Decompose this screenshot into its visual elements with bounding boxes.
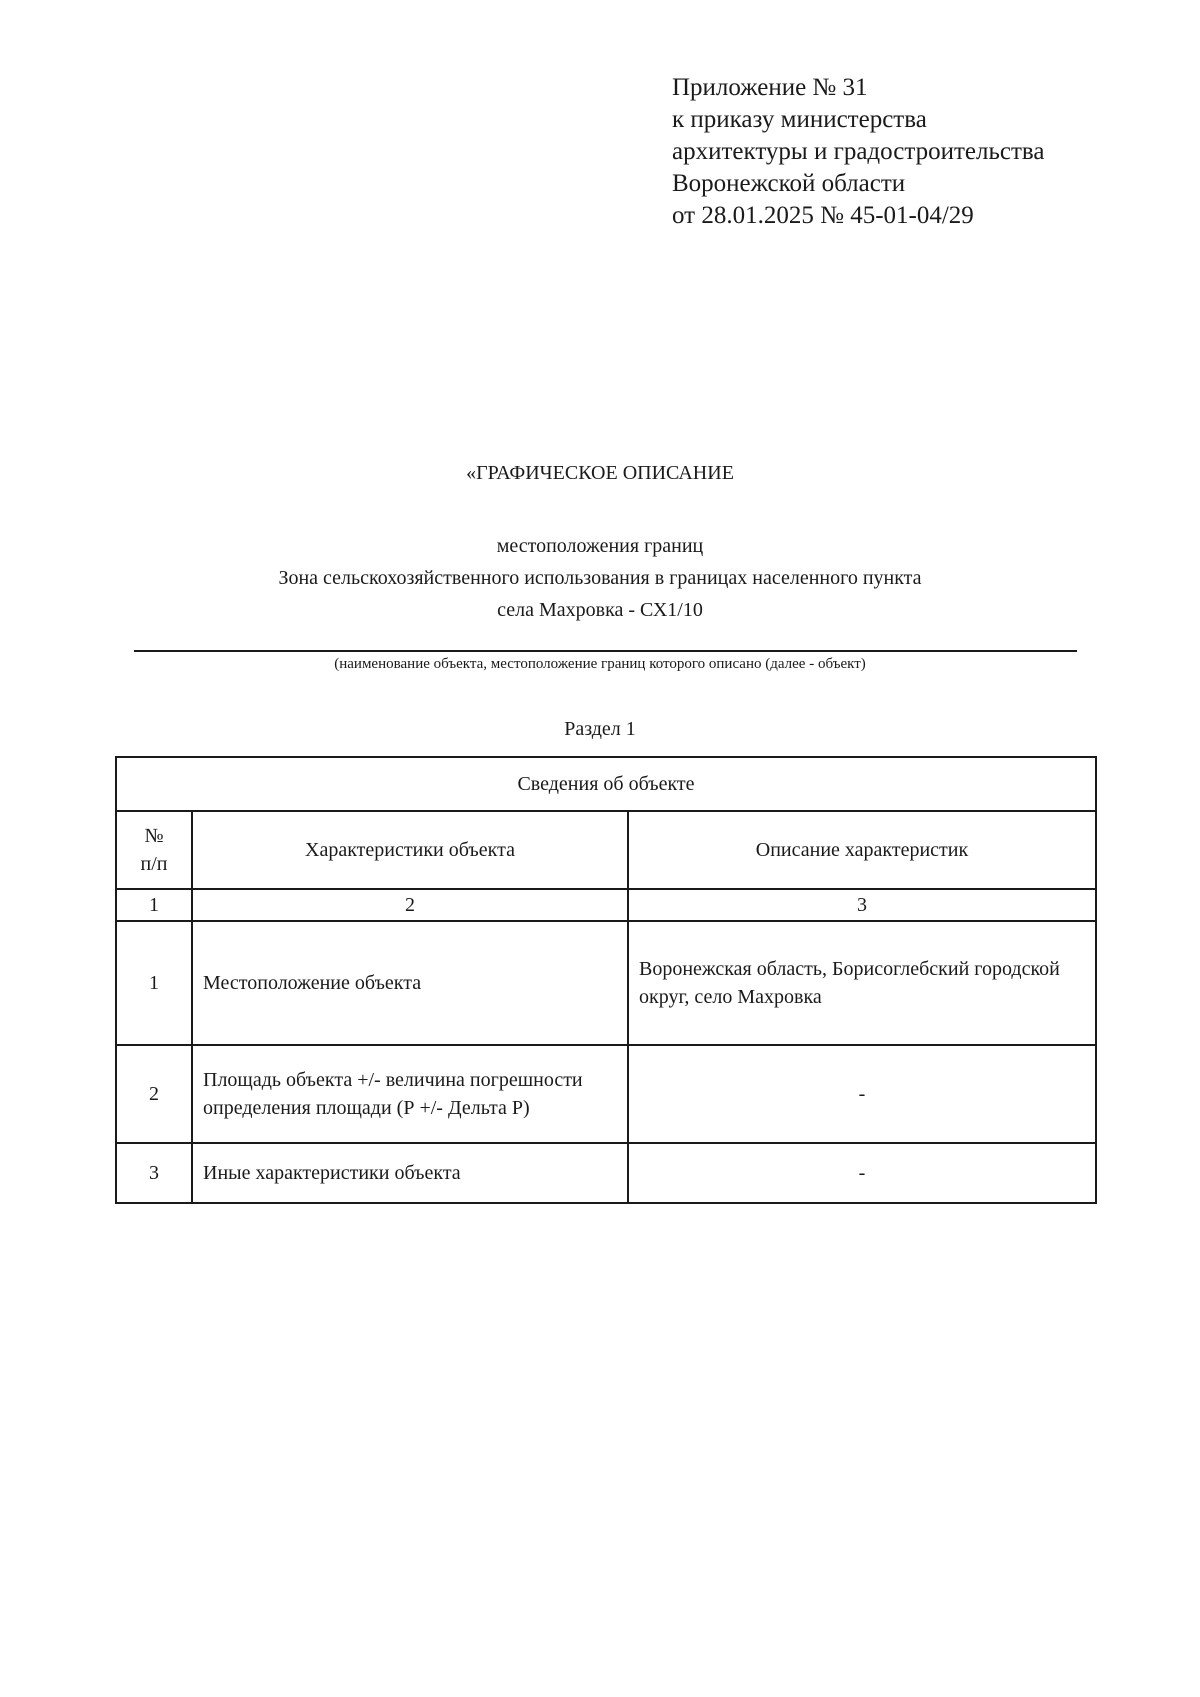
header-number-line2: п/п <box>140 853 168 875</box>
object-info-table <box>115 756 1097 1204</box>
row-characteristic: Площадь объекта +/- величина погрешности определения площади (Р +/- Дельта Р) <box>192 1045 628 1143</box>
row-characteristic: Иные характеристики объекта <box>192 1143 628 1203</box>
appendix-line: Воронежской области <box>672 170 906 197</box>
table-caption: Сведения об объекте <box>116 757 1096 811</box>
name-caption: (наименование объекта, местоположение границ которого описано (далее - объект) <box>334 656 866 672</box>
column-number: 2 <box>192 889 628 921</box>
row-description: - <box>628 1143 1096 1203</box>
table-row <box>116 1045 1096 1143</box>
header-description: Описание характеристик <box>628 811 1096 889</box>
table-row <box>116 1143 1096 1203</box>
row-description: Воронежская область, Борисоглебский городской округ, село Махровка <box>628 921 1096 1045</box>
header-characteristics: Характеристики объекта <box>192 811 628 889</box>
appendix-line: к приказу министерства <box>672 106 927 133</box>
subtitle-line: Зона сельскохозяйственного использования в границах населенного пункта <box>278 567 922 589</box>
header-number <box>116 811 192 889</box>
document-title: «ГРАФИЧЕСКОЕ ОПИСАНИЕ <box>466 462 734 484</box>
name-underline <box>134 650 1077 652</box>
section-label: Раздел 1 <box>564 718 636 740</box>
column-number-row <box>116 889 1096 921</box>
appendix-block <box>672 72 1044 232</box>
row-number: 2 <box>116 1045 192 1143</box>
row-description: - <box>628 1045 1096 1143</box>
appendix-line: Приложение № 31 <box>672 74 868 101</box>
row-number: 1 <box>116 921 192 1045</box>
subtitle-line: села Махровка - СХ1/10 <box>497 599 703 621</box>
table-row <box>116 921 1096 1045</box>
row-number: 3 <box>116 1143 192 1203</box>
document-subtitle <box>0 530 1200 626</box>
table-caption-row <box>116 757 1096 811</box>
column-number: 1 <box>116 889 192 921</box>
table-header-row <box>116 811 1096 889</box>
row-characteristic: Местоположение объекта <box>192 921 628 1045</box>
appendix-line: архитектуры и градостроительства <box>672 138 1045 165</box>
appendix-line: от 28.01.2025 № 45-01-04/29 <box>672 202 974 229</box>
column-number: 3 <box>628 889 1096 921</box>
subtitle-line: местоположения границ <box>496 535 704 557</box>
header-number-line1: № <box>144 825 164 847</box>
